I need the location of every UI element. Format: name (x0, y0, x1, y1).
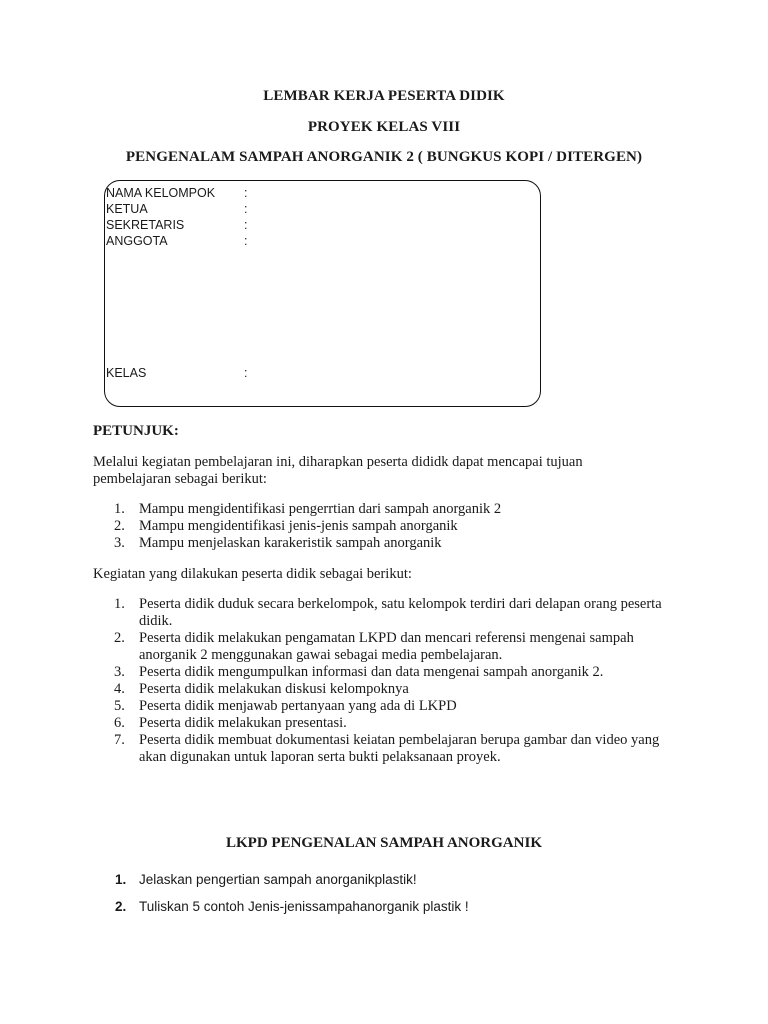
field-colon: : (244, 202, 248, 216)
field-kelas (106, 365, 247, 381)
item-number: 3. (114, 664, 125, 680)
list-item (93, 501, 673, 518)
item-text: Peserta didik menjawab pertanyaan yang ada di LKPD (139, 698, 457, 714)
field-label: ANGGOTA (106, 234, 168, 248)
question-text: Jelaskan pengertian sampah anorganikplastik! (139, 872, 417, 887)
list-item (93, 698, 673, 715)
question-text: Tuliskan 5 contoh Jenis-jenissampahanorganik plastik ! (139, 899, 469, 914)
field-colon: : (244, 218, 248, 232)
item-number: 6. (114, 715, 125, 731)
item-number: 4. (114, 681, 125, 697)
item-number: 2. (114, 518, 125, 534)
question-number: 2. (115, 899, 127, 914)
field-anggota (106, 233, 247, 249)
item-text: Peserta didik membuat dokumentasi keiatan pembelajaran berupa gambar dan video yang akan digunakan untuk laporan serta bukti pelaksanaan proyek. (139, 732, 660, 765)
item-text: Mampu mengidentifikasi jenis-jenis sampah anorganik (139, 518, 458, 534)
item-number: 5. (114, 698, 125, 714)
field-label: SEKRETARIS (106, 218, 185, 232)
field-label: KETUA (106, 202, 148, 216)
item-number: 3. (114, 535, 125, 551)
list-item (93, 518, 673, 535)
activities-list (93, 596, 673, 766)
question-item (115, 871, 469, 898)
item-text: Peserta didik mengumpulkan informasi dan data mengenai sampah anorganik 2. (139, 664, 604, 680)
list-item (93, 630, 673, 664)
field-label: NAMA KELOMPOK (106, 186, 216, 200)
document-topic: PENGENALAM SAMPAH ANORGANIK 2 ( BUNGKUS KOPI / DITERGEN) (125, 149, 643, 165)
item-text: Peserta didik melakukan pengamatan LKPD dan mencari referensi mengenai sampah anorganik 2 menggunakan gawai sebagai media pembelajaran. (139, 630, 634, 663)
field-label: KELAS (106, 366, 147, 380)
question-number: 1. (115, 872, 127, 887)
item-text: Mampu mengidentifikasi pengerrtian dari sampah anorganik 2 (139, 501, 502, 517)
item-text: Peserta didik melakukan diskusi kelompoknya (139, 681, 409, 697)
list-item (93, 732, 673, 766)
list-item (93, 715, 673, 732)
field-sekretaris (106, 217, 247, 233)
list-item (93, 664, 673, 681)
goals-list (93, 501, 673, 552)
question-item (115, 898, 469, 925)
list-item (93, 535, 673, 552)
list-item (93, 596, 673, 630)
lkpd-title: LKPD PENGENALAN SAMPAH ANORGANIK (226, 835, 542, 851)
item-number: 1. (114, 501, 125, 517)
field-ketua (106, 201, 247, 217)
field-nama-kelompok (106, 185, 247, 201)
question-list (115, 871, 469, 925)
document-subtitle: PROYEK KELAS VIII (307, 119, 461, 135)
field-colon: : (244, 366, 248, 380)
item-number: 7. (114, 732, 125, 748)
item-text: Peserta didik duduk secara berkelompok, satu kelompok terdiri dari delapan orang peserta didik. (139, 596, 662, 629)
item-text: Mampu menjelaskan karakeristik sampah anorganik (139, 535, 442, 551)
intro-paragraph: Melalui kegiatan pembelajaran ini, diharapkan peserta dididk dapat mencapai tujuan pembelajaran sebagai berikut: (93, 454, 583, 487)
item-number: 1. (114, 596, 125, 612)
petunjuk-heading: PETUNJUK: (93, 423, 179, 439)
item-text: Peserta didik melakukan presentasi. (139, 715, 347, 731)
field-colon: : (244, 234, 248, 248)
activities-intro: Kegiatan yang dilakukan peserta didik sebagai berikut: (93, 566, 412, 582)
list-item (93, 681, 673, 698)
item-number: 2. (114, 630, 125, 646)
document-title: LEMBAR KERJA PESERTA DIDIK (263, 88, 505, 104)
field-colon: : (244, 186, 248, 200)
